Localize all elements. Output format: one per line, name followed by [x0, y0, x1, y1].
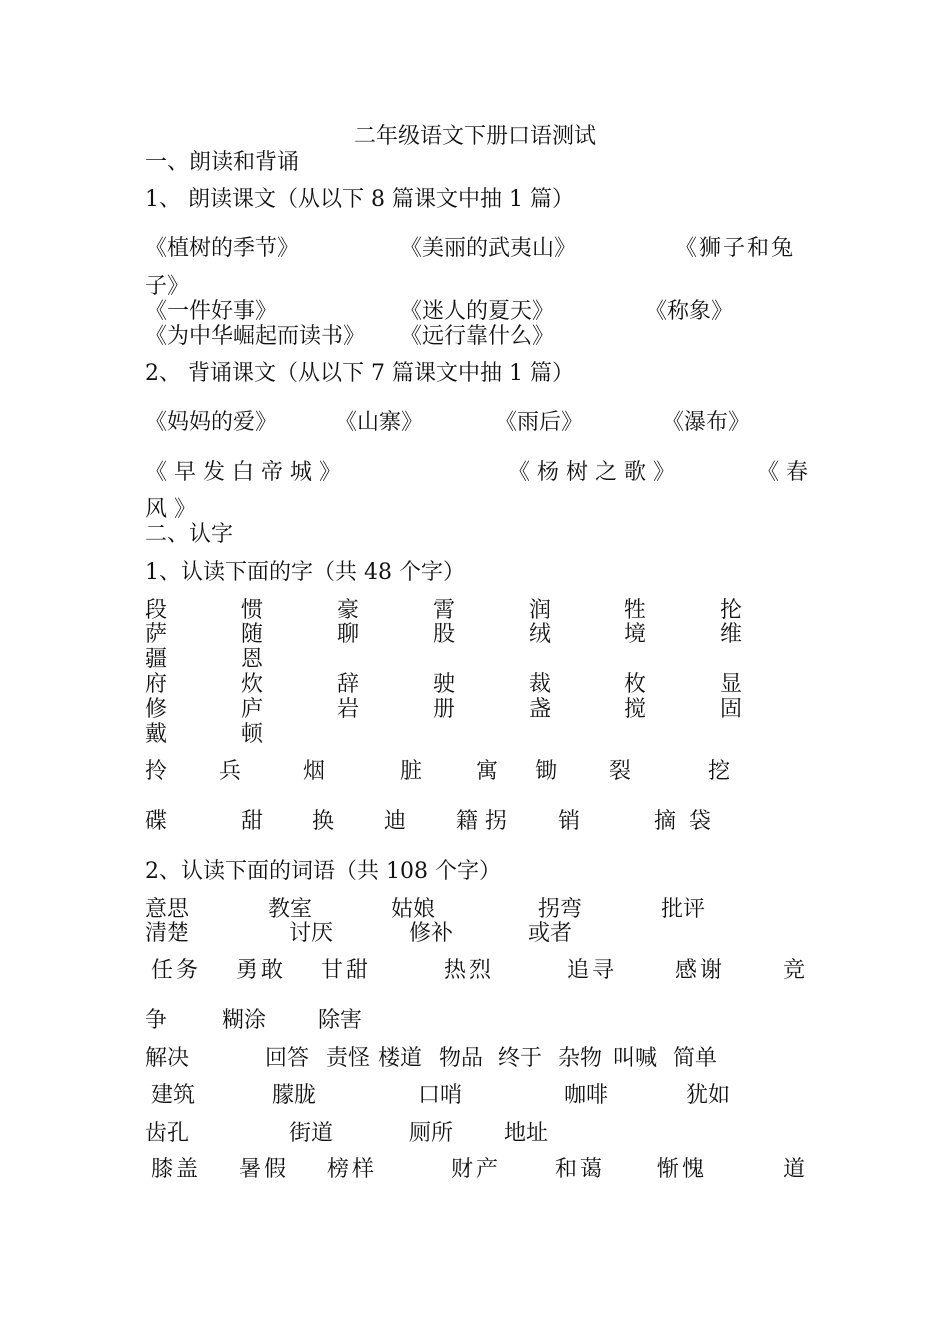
word-item: 任务: [151, 958, 202, 983]
char-item: 枚: [624, 672, 647, 697]
word-item: 叫喊: [613, 1046, 658, 1071]
word-item: 咖啡: [564, 1083, 609, 1108]
reading-title: 《为中华崛起而读书》: [145, 324, 366, 349]
word-item: 榜样: [327, 1157, 378, 1182]
char-item: 脏: [400, 759, 423, 784]
char-item: 润: [529, 598, 552, 623]
char-item: 盏: [529, 697, 552, 722]
word-item: 财产: [451, 1157, 502, 1182]
section1-heading: 一、朗读和背诵: [145, 150, 300, 175]
word-item: 道: [783, 1157, 806, 1182]
word-item: 责怪: [326, 1046, 371, 1071]
char-item: 境: [624, 622, 647, 647]
reading-title: 《狮子和兔: [675, 236, 796, 261]
char-item: 甜: [241, 809, 264, 834]
char-item: 碟: [145, 809, 168, 834]
char-item: 恩: [241, 647, 264, 672]
recite-title: 《 春: [757, 460, 808, 485]
word-item: 和蔼: [555, 1157, 606, 1182]
char-item: 驶: [433, 672, 456, 697]
char-item: 段: [145, 598, 168, 623]
char-item: 股: [433, 622, 456, 647]
recite-title: 《瀑布》: [662, 410, 751, 435]
word-item: 意思: [145, 897, 190, 922]
reading-title: 《迷人的夏天》: [400, 299, 555, 324]
char-item: 裁: [529, 672, 552, 697]
chars-heading: 1、认读下面的字（共 48 个字）: [145, 560, 465, 585]
word-item: 教室: [268, 897, 313, 922]
char-item: 显: [720, 672, 743, 697]
char-item: 霄: [433, 598, 456, 623]
recite-title: 《妈妈的爱》: [145, 410, 278, 435]
char-item: 锄: [535, 759, 558, 784]
word-item: 追寻: [567, 958, 618, 983]
word-item: 终于: [498, 1046, 543, 1071]
char-item: 搅: [624, 697, 647, 722]
reading-title: 《植树的季节》: [145, 236, 300, 261]
word-item: 朦胧: [272, 1083, 317, 1108]
word-item: 或者: [528, 921, 573, 946]
word-item: 解决: [145, 1046, 190, 1071]
char-item: 聊: [337, 622, 360, 647]
recite-title: 风 》: [145, 497, 196, 522]
word-item: 楼道: [378, 1046, 423, 1071]
char-item: 拎: [145, 759, 168, 784]
word-item: 批评: [661, 897, 706, 922]
reading-title: 《远行靠什么》: [400, 324, 555, 349]
char-item: 迪: [384, 809, 407, 834]
word-item: 讨厌: [289, 921, 334, 946]
char-item: 挖: [708, 759, 731, 784]
char-item: 辞: [337, 672, 360, 697]
char-item: 销: [558, 809, 581, 834]
char-item: 册: [433, 697, 456, 722]
recite-title: 《雨后》: [495, 410, 584, 435]
char-item: 裂: [609, 759, 632, 784]
word-item: 甘甜: [321, 958, 372, 983]
word-item: 竞: [783, 958, 806, 983]
word-item: 物品: [439, 1046, 484, 1071]
char-item: 惯: [241, 598, 264, 623]
word-item: 姑娘: [391, 897, 436, 922]
recite-title: 《 杨 树 之 歌 》: [508, 460, 675, 485]
section2-heading: 二、认字: [145, 522, 234, 547]
reading-title: 子》: [145, 274, 190, 299]
char-item: 疆: [145, 647, 168, 672]
word-item: 拐弯: [538, 897, 583, 922]
word-item: 回答: [265, 1046, 310, 1071]
word-item: 除害: [318, 1008, 363, 1033]
char-item: 固: [720, 697, 743, 722]
reading-title: 《称象》: [645, 299, 734, 324]
char-item: 庐: [241, 697, 264, 722]
char-item: 拐: [485, 809, 508, 834]
char-item: 豪: [337, 598, 360, 623]
char-item: 换: [312, 809, 335, 834]
word-item: 口哨: [418, 1083, 463, 1108]
char-item: 修: [145, 697, 168, 722]
word-item: 犹如: [686, 1083, 731, 1108]
char-item: 炊: [241, 672, 264, 697]
word-item: 杂物: [558, 1046, 603, 1071]
char-item: 府: [145, 672, 168, 697]
recite-title: 《山寨》: [335, 410, 424, 435]
char-item: 摘: [654, 809, 677, 834]
word-item: 简单: [673, 1046, 718, 1071]
char-item: 牲: [624, 598, 647, 623]
word-item: 街道: [289, 1121, 334, 1146]
word-item: 暑假: [239, 1157, 290, 1182]
word-item: 热烈: [444, 958, 495, 983]
char-item: 维: [720, 622, 743, 647]
char-item: 兵: [219, 759, 242, 784]
part2-heading: 2、 背诵课文（从以下 7 篇课文中抽 1 篇）: [145, 361, 574, 386]
word-item: 感谢: [675, 958, 726, 983]
char-item: 寓: [476, 759, 499, 784]
char-item: 烟: [303, 759, 326, 784]
word-item: 地址: [504, 1121, 549, 1146]
word-item: 修补: [409, 921, 454, 946]
word-item: 厕所: [409, 1121, 454, 1146]
reading-title: 《一件好事》: [145, 299, 278, 324]
word-item: 争: [145, 1008, 168, 1033]
reading-title: 《美丽的武夷山》: [400, 236, 577, 261]
char-item: 抡: [720, 598, 743, 623]
char-item: 绒: [529, 622, 552, 647]
char-item: 萨: [145, 622, 168, 647]
word-item: 惭愧: [657, 1157, 708, 1182]
char-item: 顿: [241, 722, 264, 747]
char-item: 籍: [456, 809, 479, 834]
word-item: 糊涂: [222, 1008, 267, 1033]
char-item: 戴: [145, 722, 168, 747]
char-item: 随: [241, 622, 264, 647]
words-heading: 2、认读下面的词语（共 108 个字）: [145, 859, 501, 884]
char-item: 岩: [337, 697, 360, 722]
part1-heading: 1、 朗读课文（从以下 8 篇课文中抽 1 篇）: [145, 187, 574, 212]
word-item: 膝盖: [151, 1157, 202, 1182]
word-item: 齿孔: [145, 1121, 190, 1146]
word-item: 勇敢: [236, 958, 287, 983]
document-title: 二年级语文下册口语测试: [353, 124, 596, 149]
word-item: 清楚: [145, 921, 190, 946]
recite-title: 《 早 发 白 帝 城 》: [145, 460, 341, 485]
char-item: 袋: [689, 809, 712, 834]
word-item: 建筑: [151, 1083, 196, 1108]
